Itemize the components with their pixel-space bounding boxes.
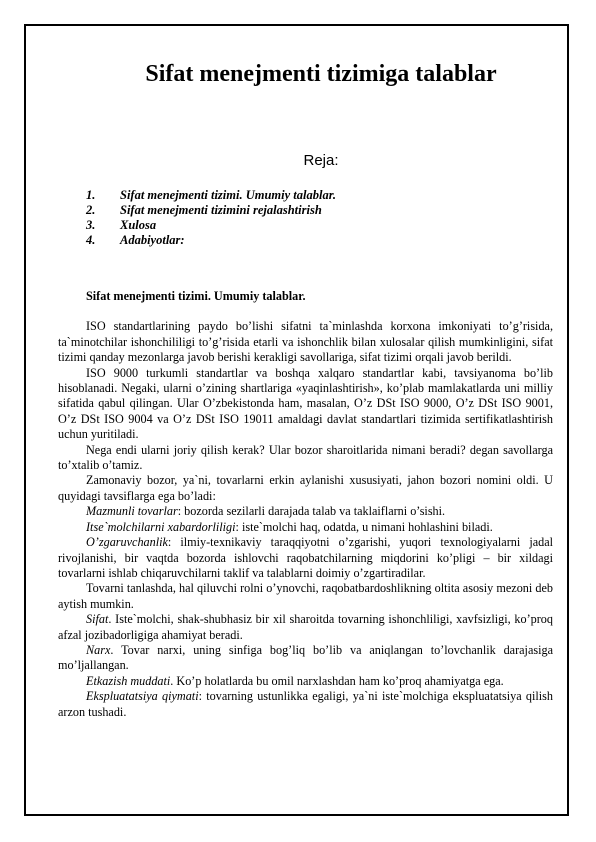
plan-item <box>86 203 336 218</box>
term: Itse`molchilarni xabardorliligi <box>86 519 236 534</box>
term-description: : ilmiy-texnikaviy taraqqiyotni o’zgarishi, yuqori texnologiyalarni jadal rivojlanishi, bir vaqtda bozorda ishlovchi raqobatchilarning miqdorini ko’pligi – bir xildagi tovarlarni ishlab chiqaruvchilarni taklif va talablarni doimiy o’zgartiradilar. <box>58 535 553 580</box>
term-description: : iste`molchi haq, odatda, u nimani hohlashini biladi. <box>235 519 493 534</box>
paragraph: ISO standartlarining paydo bo’lishi sifatni ta`minlashda korxona imkoniyati to’g’risida, ta`minotchilar ishonchililigi to’g’risida etarli va ishonchlik bilan xulosalar qilish mumkinligini, sifat tizimi qanday mezonlarga javob berishi kerakligi savollariga, sifat tizimi orqali javob berildi. <box>58 319 553 365</box>
plan-item-text: Sifat menejmenti tizimini rejalashtirish <box>120 203 322 217</box>
plan-item <box>86 188 336 203</box>
plan-item-number: 3. <box>86 218 96 232</box>
paragraph <box>58 689 553 720</box>
plan-item-text: Sifat menejmenti tizimi. Umumiy talablar. <box>120 188 336 202</box>
plan-item-text: Xulosa <box>120 218 157 232</box>
paragraph: Nega endi ularni joriy qilish kerak? Ular bozor sharoitlarida nimani beradi? degan savollarga to’xtalib o’tamiz. <box>58 442 553 473</box>
paragraph <box>58 504 553 519</box>
paragraph <box>58 535 553 581</box>
term: Narx <box>86 642 111 657</box>
term-description: . Ko’p holatlarda bu omil narxlashdan ham ko’proq ahamiyatga ega. <box>170 673 504 688</box>
paragraph: Tovarni tanlashda, hal qiluvchi rolni o’ynovchi, raqobatbardoshlikning oltita asosiy mezoni deb aytish mumkin. <box>58 581 553 611</box>
plan-item-text: Adabiyotlar: <box>120 233 185 247</box>
document-title: Sifat menejmenti tizimiga talablar <box>145 61 497 87</box>
term: Sifat <box>86 612 109 627</box>
term-description: : tovarning ustunlikka egaligi, ya`ni iste`molchiga ekspluatatsiya qilish arzon tushadi. <box>58 689 554 719</box>
plan-item <box>86 233 336 248</box>
plan-list <box>86 188 336 248</box>
paragraph <box>58 674 553 689</box>
plan-heading: Reja: <box>303 152 339 169</box>
plan-item <box>86 218 336 233</box>
term-description: : bozorda sezilarli darajada talab va taklaiflarni o’sishi. <box>177 504 446 519</box>
paragraph <box>58 520 553 535</box>
paragraph: ISO 9000 turkumli standartlar va boshqa xalqaro standartlar kabi, tavsiyanoma bo’lib hisoblanadi. Negaki, ularni o’zining shartlariga «yaqinlashtirish», ko’plab mamlakatlarda uni milliy sifatida qabul qilingan. Ular O’zbekistonda ham, masalan, O’z DSt ISO 9000, O’z DSt ISO 9001, O’z DSt ISO 9004 va O’z DSt ISO 19011 amaldagi davlat standartlari tizimida sertifikatlashtirish uchun yuritiladi. <box>58 365 553 442</box>
paragraph <box>58 612 553 643</box>
document-body <box>58 289 553 720</box>
term: Ekspluatatsiya qiymati <box>86 689 199 704</box>
term-description: . Tovar narxi, uning sinfiga bog’liq bo’lib va aniqlangan to’lovchanlik darajasiga mo’ljallangan. <box>58 642 553 673</box>
paragraph: Zamonaviy bozor, ya`ni, tovarlarni erkin aylanishi xususiyati, jahon bozori nomini oldi. U quyidagi tavsiflarga ega bo’ladi: <box>58 473 553 503</box>
term: Etkazish muddati <box>86 673 171 688</box>
plan-item-number: 4. <box>86 233 96 247</box>
plan-item-number: 1. <box>86 188 96 202</box>
paragraph <box>58 643 553 674</box>
plan-item-number: 2. <box>86 203 96 217</box>
term-description: . Iste`molchi, shak-shubhasiz bir xil sharoitda tovarning ishonchliligi, xavfsizligi, ko’proq afzal jozibadorligiga ahamiyat beradi. <box>58 612 553 642</box>
term: O’zgaruvchanlik <box>86 535 168 550</box>
section-heading: Sifat menejmenti tizimi. Umumiy talablar. <box>86 289 306 303</box>
term: Mazmunli tovarlar <box>86 504 178 519</box>
